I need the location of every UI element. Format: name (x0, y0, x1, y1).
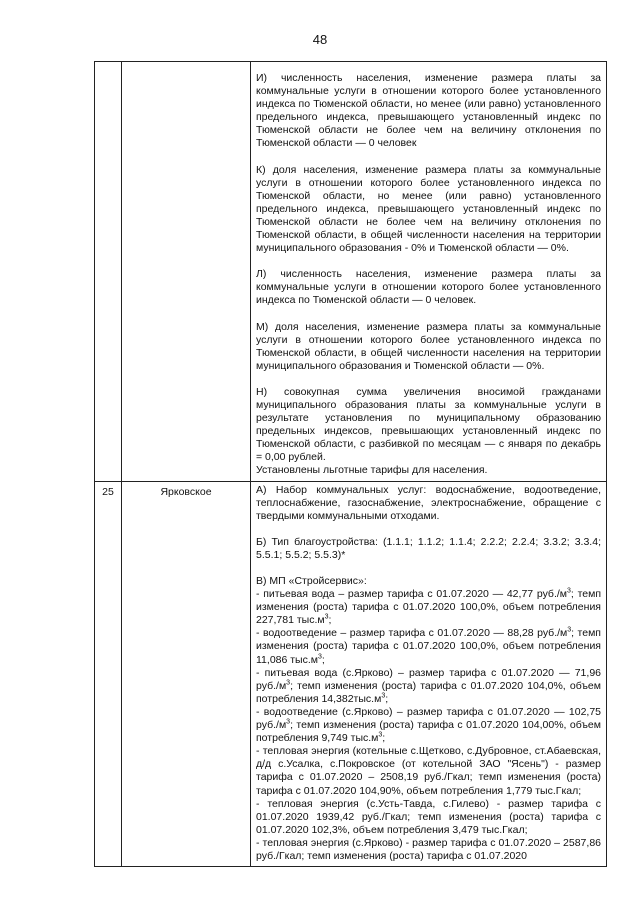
table-row (95, 481, 607, 867)
paragraph-i: И) численность населения, изменение размера платы за коммунальные услуги в отношении которого более установленного индекса по Тюменской области, но менее (или равно) установленного предельного индекса, превышающего установленный индекс по Тюменской области не более чем на величину отклонения по Тюменской области — 0 человек (256, 72, 601, 150)
tariff-water: - питьевая вода – размер тарифа с 01.07.2020 — 42,77 $руб./м^3$; темп изменения (роста) тарифа с 01.07.2020 100,0%, объем потребления 227,781 $тыс.м^3$; (256, 587, 601, 627)
row-content (251, 62, 607, 482)
row-number: 25 (95, 481, 122, 867)
tariff-heat-ust-tavda: - тепловая энергия (с.Усть-Тавда, с.Гилево) - размер тарифа с 01.07.2020 1939,42 руб./Гкал; темп изменения (роста) тарифа с 01.07.2020 102,3%, объем потребления 3,479 тыс.Гкал; (256, 797, 601, 836)
paragraph-a: А) Набор коммунальных услуг: водоснабжение, водоотведение, теплоснабжение, газоснабжение, электроснабжение, обращение с твердыми коммунальными отходами. (256, 483, 601, 522)
tariff-heat-boilers: - тепловая энергия (котельные с.Щетково, с.Дубровное, ст.Абаевская, д/д с.Усалка, с.Покровское (от котельной ЗАО "Ясень") - размер тарифа с 01.07.2020 – 2508,19 руб./Гкал; темп изменения (роста) тарифа с 01.07.2020 104,90%, объем потребления 1,779 тыс.Гкал; (256, 745, 601, 797)
tariff-heat-yarkovo: - тепловая энергия (с.Ярково) - размер тарифа с 01.07.2020 – 2587,86 руб./Гкал; темп изменения (роста) тарифа с 01.07.2020 (256, 836, 601, 862)
table-row (95, 62, 607, 482)
document-table (94, 61, 607, 867)
paragraph-v: В) МП «Стройсервис»: (256, 575, 367, 587)
tariff-sewage-yarkovo: - водоотведение (с.Ярково) – размер тарифа с 01.07.2020 — 102,75 $руб./м^3$; темп изменения (роста) тарифа с 01.07.2020 104,00%, объем потребления 9,749 $тыс.м^3$; (256, 705, 601, 745)
municipality-name (122, 62, 251, 482)
municipality-name: Ярковское (122, 481, 251, 867)
tariff-water-yarkovo: - питьевая вода (с.Ярково) – размер тарифа с 01.07.2020 — 71,96 $руб./м^3$; темп изменения (роста) тарифа с 01.07.2020 104,0%, объем потребления $14,382тыс.м^3$; (256, 666, 601, 705)
paragraph-b: Б) Тип благоустройства: (1.1.1; 1.1.2; 1.1.4; 2.2.2; 2.2.4; 3.3.2; 3.3.4; 5.5.1; 5.5.2; 5.5.3)* (256, 535, 601, 561)
paragraph-k: К) доля населения, изменение размера платы за коммунальные услуги в отношении которого более установленного индекса по Тюменской области, но менее (или равно) установленного предельного индекса, превышающего установленный индекс по Тюменской области не более чем на величину отклонения по Тюменской области, в общей численности населения на территории муниципального образования - 0% и Тюменской области — 0%. (256, 163, 601, 255)
page-number: 48 (312, 32, 328, 47)
row-content (251, 481, 607, 867)
paragraph-n: Н) совокупная сумма увеличения вносимой гражданами муниципального образования платы за коммунальные услуги в результате установления по муниципальному образованию предельных индексов, превышающих установленный индекс по Тюменской области, с разбивкой по месяцам — с января по декабрь = 0,00 рублей. (256, 385, 601, 464)
paragraph-l: Л) численность населения, изменение размера платы за коммунальные услуги в отношении которого более установленного индекса по Тюменской области — 0 человек. (256, 268, 601, 307)
row-number (95, 62, 122, 482)
tariff-sewage: - водоотведение – размер тарифа с 01.07.2020 — 88,28 $руб./м^3$; темп изменения (роста) тарифа с 01.07.2020 100,0%, объем потребления 11,086 $тыс.м^3$; (256, 626, 601, 666)
paragraph-m: М) доля населения, изменение размера платы за коммунальные услуги в отношении которого более установленного индекса по Тюменской области, в общей численности населения на территории муниципального образования и Тюменской области — 0%. (256, 320, 601, 372)
benefit-tariffs-note: Установлены льготные тарифы для населения. (256, 464, 488, 477)
